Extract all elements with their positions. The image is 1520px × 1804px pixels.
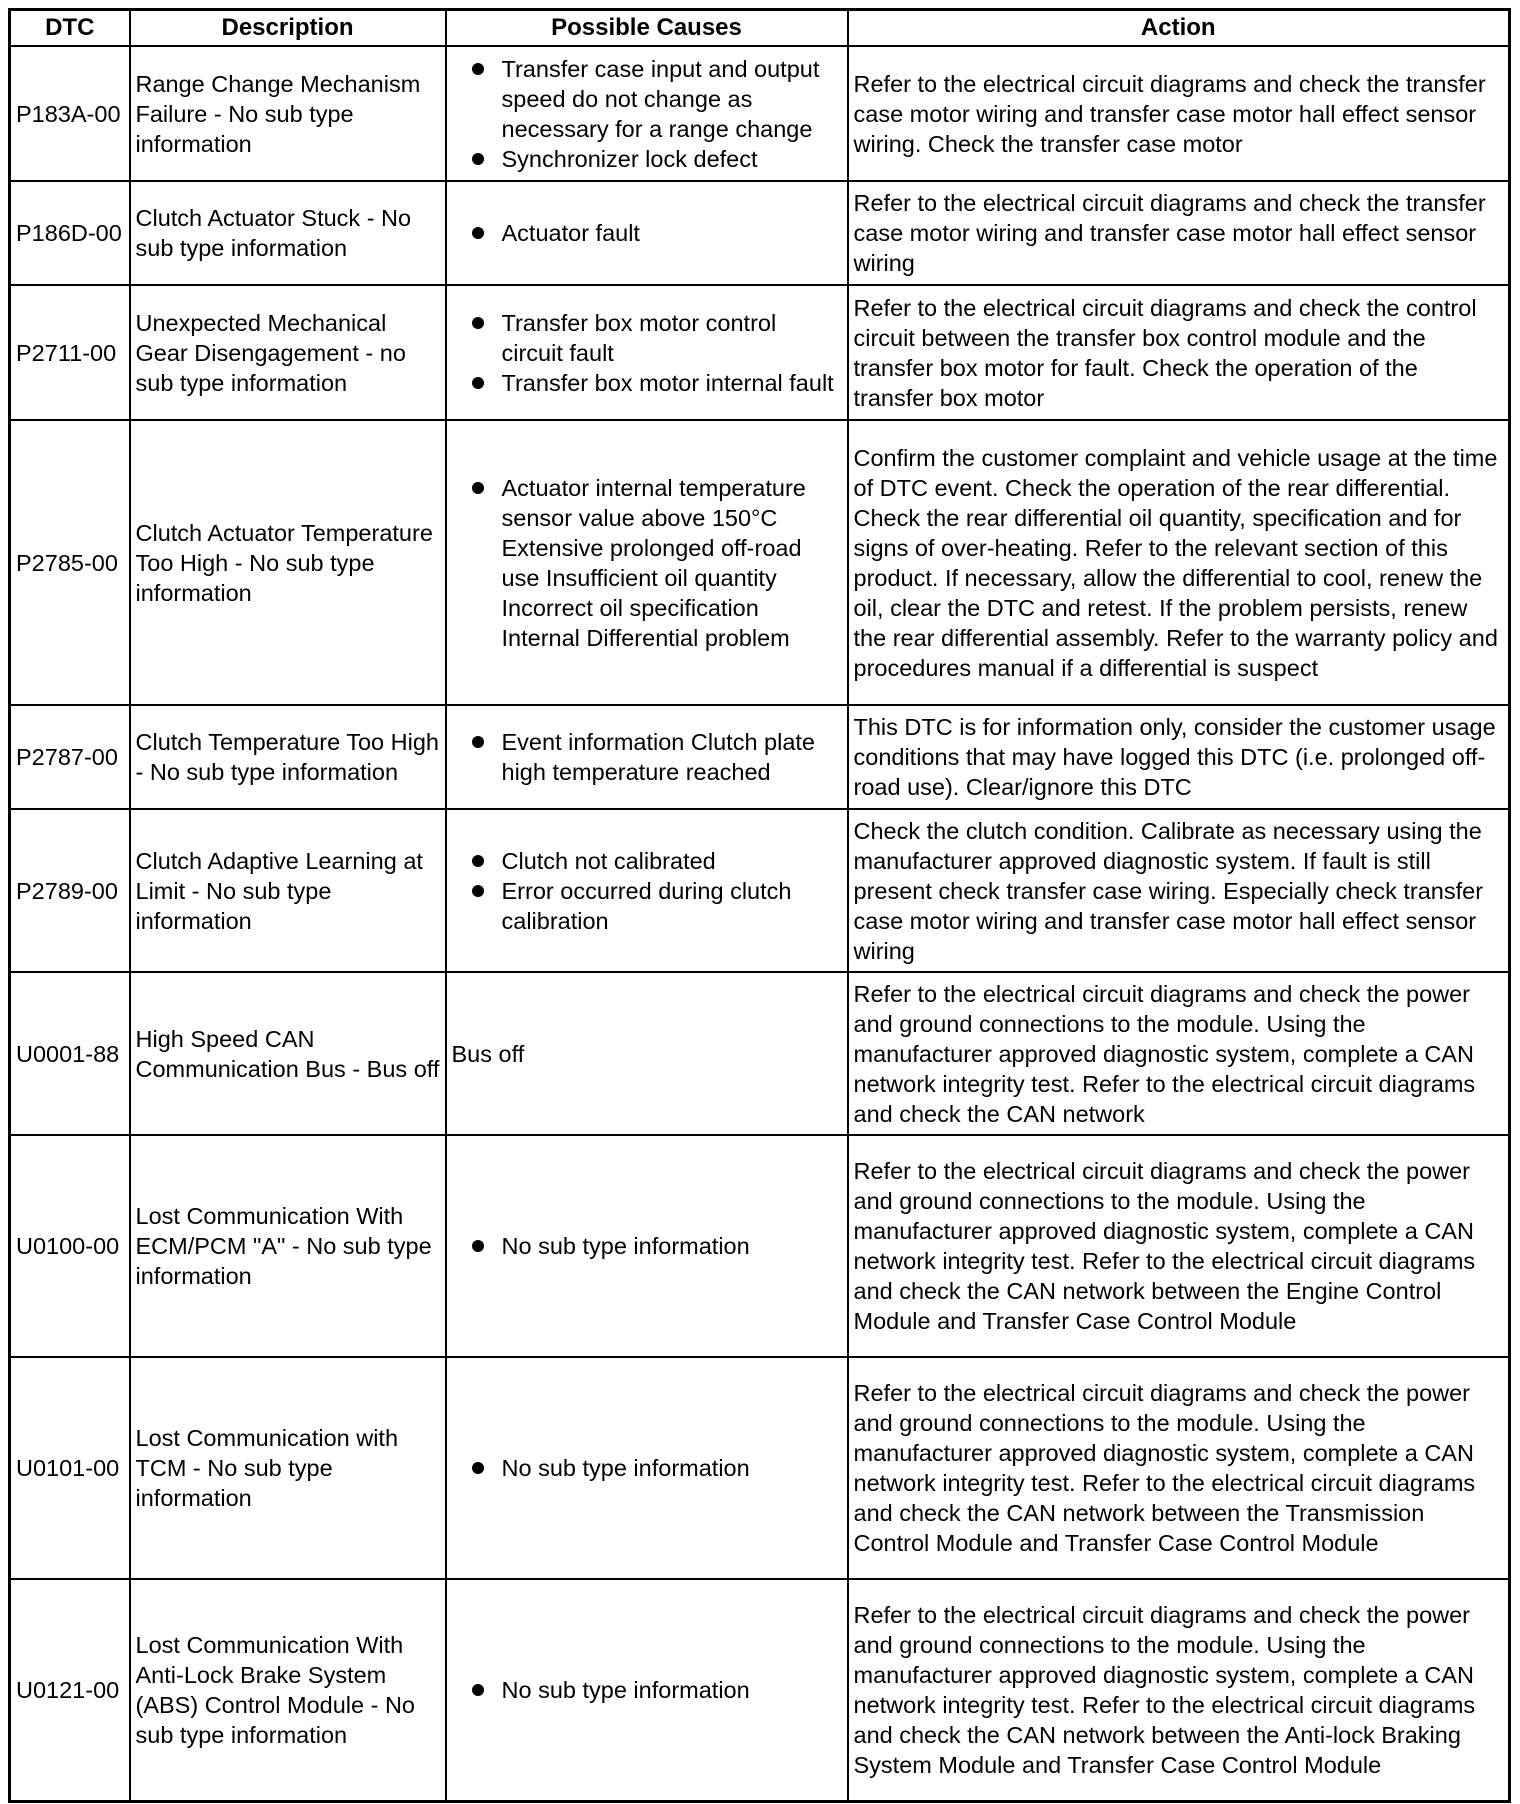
dtc-description: Clutch Adaptive Learning at Limit - No sub type information [130, 809, 446, 972]
table-row [10, 285, 1510, 420]
possible-causes [446, 181, 848, 285]
dtc-action: Refer to the electrical circuit diagrams and check the power and ground connections to the module. Using the manufacturer approved diagnostic system, complete a CAN network integrity test. Refer to the electrical circuit diagrams and check the CAN network between the Transmission Control Module and Transfer Case Control Module [848, 1357, 1510, 1579]
dtc-description: Lost Communication with TCM - No sub type information [130, 1357, 446, 1579]
dtc-description: Clutch Actuator Temperature Too High - No sub type information [130, 420, 446, 705]
possible-causes [446, 1357, 848, 1579]
table-body [10, 46, 1510, 1801]
header-action: Action [848, 10, 1510, 47]
cause-item: Transfer case input and output speed do not change as necessary for a range change [452, 54, 842, 144]
table-row [10, 1357, 1510, 1579]
possible-causes [446, 705, 848, 809]
cause-item: Error occurred during clutch calibration [452, 876, 842, 936]
possible-causes [446, 1135, 848, 1357]
dtc-code: P2789-00 [10, 809, 130, 972]
dtc-description: Range Change Mechanism Failure - No sub type information [130, 46, 446, 181]
dtc-code: U0100-00 [10, 1135, 130, 1357]
table-row [10, 420, 1510, 705]
dtc-code: U0101-00 [10, 1357, 130, 1579]
dtc-action: Refer to the electrical circuit diagrams and check the power and ground connections to the module. Using the manufacturer approved diagnostic system, complete a CAN network integrity test. Refer to the electrical circuit diagrams and check the CAN network [848, 972, 1510, 1135]
dtc-action: Refer to the electrical circuit diagrams and check the transfer case motor wiring and transfer case motor hall effect sensor wiring [848, 181, 1510, 285]
dtc-document [8, 8, 1508, 1803]
cause-item: No sub type information [452, 1453, 842, 1483]
cause-item: No sub type information [452, 1675, 842, 1705]
dtc-description: Unexpected Mechanical Gear Disengagement - no sub type information [130, 285, 446, 420]
table-row [10, 181, 1510, 285]
dtc-description: Clutch Actuator Stuck - No sub type information [130, 181, 446, 285]
cause-item: Event information Clutch plate high temperature reached [452, 727, 842, 787]
dtc-description: Lost Communication With Anti-Lock Brake System (ABS) Control Module - No sub type information [130, 1579, 446, 1801]
table-row [10, 46, 1510, 181]
dtc-description: Lost Communication With ECM/PCM "A" - No sub type information [130, 1135, 446, 1357]
cause-extra-text: Extensive prolonged off-road use Insufficient oil quantity Incorrect oil specification Internal Differential problem [501, 534, 802, 651]
cause-item: Synchronizer lock defect [452, 144, 842, 174]
header-description: Description [130, 10, 446, 47]
dtc-table [8, 8, 1511, 1803]
table-row [10, 1135, 1510, 1357]
header-dtc: DTC [10, 10, 130, 47]
table-row [10, 1579, 1510, 1801]
cause-item: Transfer box motor control circuit fault [452, 308, 842, 368]
possible-causes [446, 285, 848, 420]
dtc-action: This DTC is for information only, consider the customer usage conditions that may have logged this DTC (i.e. prolonged off-road use). Clear/ignore this DTC [848, 705, 1510, 809]
cause-item: Clutch not calibrated [452, 846, 842, 876]
cause-item: No sub type information [452, 1231, 842, 1261]
dtc-description: Clutch Temperature Too High - No sub type information [130, 705, 446, 809]
possible-causes [446, 972, 848, 1135]
header-possible-causes: Possible Causes [446, 10, 848, 47]
dtc-description: High Speed CAN Communication Bus - Bus off [130, 972, 446, 1135]
dtc-code: P183A-00 [10, 46, 130, 181]
dtc-code: U0121-00 [10, 1579, 130, 1801]
dtc-code: P2785-00 [10, 420, 130, 705]
table-row [10, 809, 1510, 972]
dtc-action: Refer to the electrical circuit diagrams and check the power and ground connections to the module. Using the manufacturer approved diagnostic system, complete a CAN network integrity test. Refer to the electrical circuit diagrams and check the CAN network between the Anti-lock Braking System Module and Transfer Case Control Module [848, 1579, 1510, 1801]
dtc-action: Check the clutch condition. Calibrate as necessary using the manufacturer approved diagnostic system. If fault is still present check transfer case wiring. Especially check transfer case motor wiring and transfer case motor hall effect sensor wiring [848, 809, 1510, 972]
dtc-action: Confirm the customer complaint and vehicle usage at the time of DTC event. Check the operation of the rear differential. Check the rear differential oil quantity, specification and for signs of over-heating. Refer to the relevant section of this product. If necessary, allow the differential to cool, renew the oil, clear the DTC and retest. If the problem persists, renew the rear differential assembly. Refer to the warranty policy and procedures manual if a differential is suspect [848, 420, 1510, 705]
possible-causes [446, 420, 848, 705]
table-header-row [10, 10, 1510, 47]
cause-item: Transfer box motor internal fault [452, 368, 842, 398]
dtc-code: P186D-00 [10, 181, 130, 285]
table-row [10, 705, 1510, 809]
dtc-code: P2787-00 [10, 705, 130, 809]
cause-text: Bus off [451, 1040, 525, 1067]
dtc-code: U0001-88 [10, 972, 130, 1135]
possible-causes [446, 46, 848, 181]
dtc-action: Refer to the electrical circuit diagrams and check the control circuit between the transfer box control module and the transfer box motor for fault. Check the operation of the transfer box motor [848, 285, 1510, 420]
dtc-code: P2711-00 [10, 285, 130, 420]
cause-item: Actuator fault [452, 218, 842, 248]
cause-item: Actuator internal temperature sensor value above 150°C [452, 473, 842, 533]
possible-causes [446, 1579, 848, 1801]
possible-causes [446, 809, 848, 972]
table-row [10, 972, 1510, 1135]
dtc-action: Refer to the electrical circuit diagrams and check the power and ground connections to the module. Using the manufacturer approved diagnostic system, complete a CAN network integrity test. Refer to the electrical circuit diagrams and check the CAN network between the Engine Control Module and Transfer Case Control Module [848, 1135, 1510, 1357]
dtc-action: Refer to the electrical circuit diagrams and check the transfer case motor wiring and transfer case motor hall effect sensor wiring. Check the transfer case motor [848, 46, 1510, 181]
